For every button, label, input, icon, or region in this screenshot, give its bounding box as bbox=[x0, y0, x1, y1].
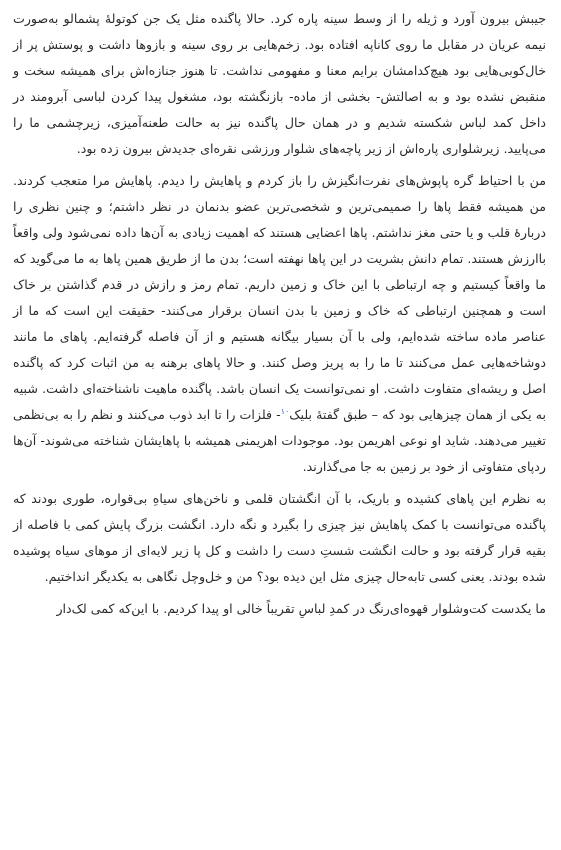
paragraph-2-text-b: - فلزات را تا ابد ذوب می‌کنند و نظم را به بی‌نظمی تغییر می‌دهند. شاید او نوعی اهریمن بود. موجودات اهریمنی همیشه با پاهایشان شناخته می‌شوند- آن‌ها ردپای متفاوتی از خود بر زمین به جا می‌گذارند. bbox=[13, 407, 546, 474]
paragraph-2 bbox=[13, 168, 546, 480]
paragraph-2-text-a: من با احتیاط گره پاپوش‌های نفرت‌انگیزش را باز کردم و پاهایش را دیدم. پاهایش مرا متعجب کردند. من همیشه فقط پاها را صمیمی‌ترین و شخصی‌ترین عضو بدنمان در نظر داشتم؛ و چنین نظری را دربارهٔ قلب و یا حتی مغز نداشتم. پاها اعضایی هستند که اهمیت زیادی به آن‌ها داده نمی‌شود ولی واقعاً باارزش هستند. تمام دانش بشریت در این پاها نهفته است؛ بدن ما از طریق همین پاها به ما می‌گوید که ما واقعاً کیستیم و چه ارتباطی با این خاک و زمین داریم. تمام رمز و رازش در قدم گذاشتن بر خاک است و همچنین ارتباطی که خاک و زمین با بدن انسان برقرار می‌کنند- حقیقت این است که ما از عناصر ماده ساخته شده‌ایم، ولی با آن بسیار بیگانه هستیم و از آن فاصله گرفته‌ایم. پاهای ما مانند دوشاخه‌هایی عمل می‌کنند تا ما را به پریز وصل کنند. و حالا پاهای برهنه به من اثبات کرد که پاگنده اصل و ریشه‌ای متفاوت داشت. او نمی‌توانست یک انسان باشد. پاگنده ماهیت ناشناخته‌ای داشت. شبیه به یکی از همان چیزهایی بود که – طبق گفتهٔ بلیک bbox=[13, 173, 546, 422]
paragraph-4: ما یکدست کت‌وشلوار قهوه‌ای‌رنگ در کمدِ لباسِ تقریباً خالی او پیدا کردیم. با این‌که کمی لک‌دار bbox=[56, 601, 546, 616]
paragraph-1: جیبش بیرون آورد و ژیله را از وسط سینه پاره کرد. حالا پاگنده مثل یک جن کوتولهٔ پشمالو به‌صورت نیمه عریان در مقابل ما روی کاناپه افتاده بود. زخم‌هایی بر روی سینه و بازوها داشت و پوستش پر از خال‌کوبی‌هایی بود هیچ‌کدامشان برایم معنا و مفهومی نداشت. تا هنوز جنازه‌اش برای همیشه سخت و منقبض نشده بود و به اصالتش- بخشی از ماده- بازنگشته بود، مشغول پیدا کردن لباسی آبرومند در داخل کمد لباس شکسته شدیم و در همان حال پاگنده نیز به حالت طعنه‌آمیزی، زیرچشمی ما را می‌پایید. زیرشلواری پاره‌اش از زیر پاچه‌های شلوار ورزشی نقره‌ای جدیدش بیرون زده بود. bbox=[13, 11, 546, 156]
paragraph-3: به نظرم این پاهای کشیده و باریک، با آن انگشتان قلمی و ناخن‌های سیاهِ بی‌قواره، طوری بودند که پاگنده می‌توانست با کمک پاهایش نیز چیزی را بگیرد و نگه دارد. انگشت بزرگ پایش کمی با فاصله از بقیه قرار گرفته بود و حالت انگشت شستِ دست را داشت و کل پا زیر لایه‌ای از موهای سیاه پوشیده شده بودند. یعنی کسی تابه‌حال چیزی مثل این دیده بود؟ من و خل‌وچل نگاهی به یکدیگر انداختیم. bbox=[13, 491, 546, 584]
footnote-ref-10[interactable]: ۱۰ bbox=[280, 406, 290, 416]
